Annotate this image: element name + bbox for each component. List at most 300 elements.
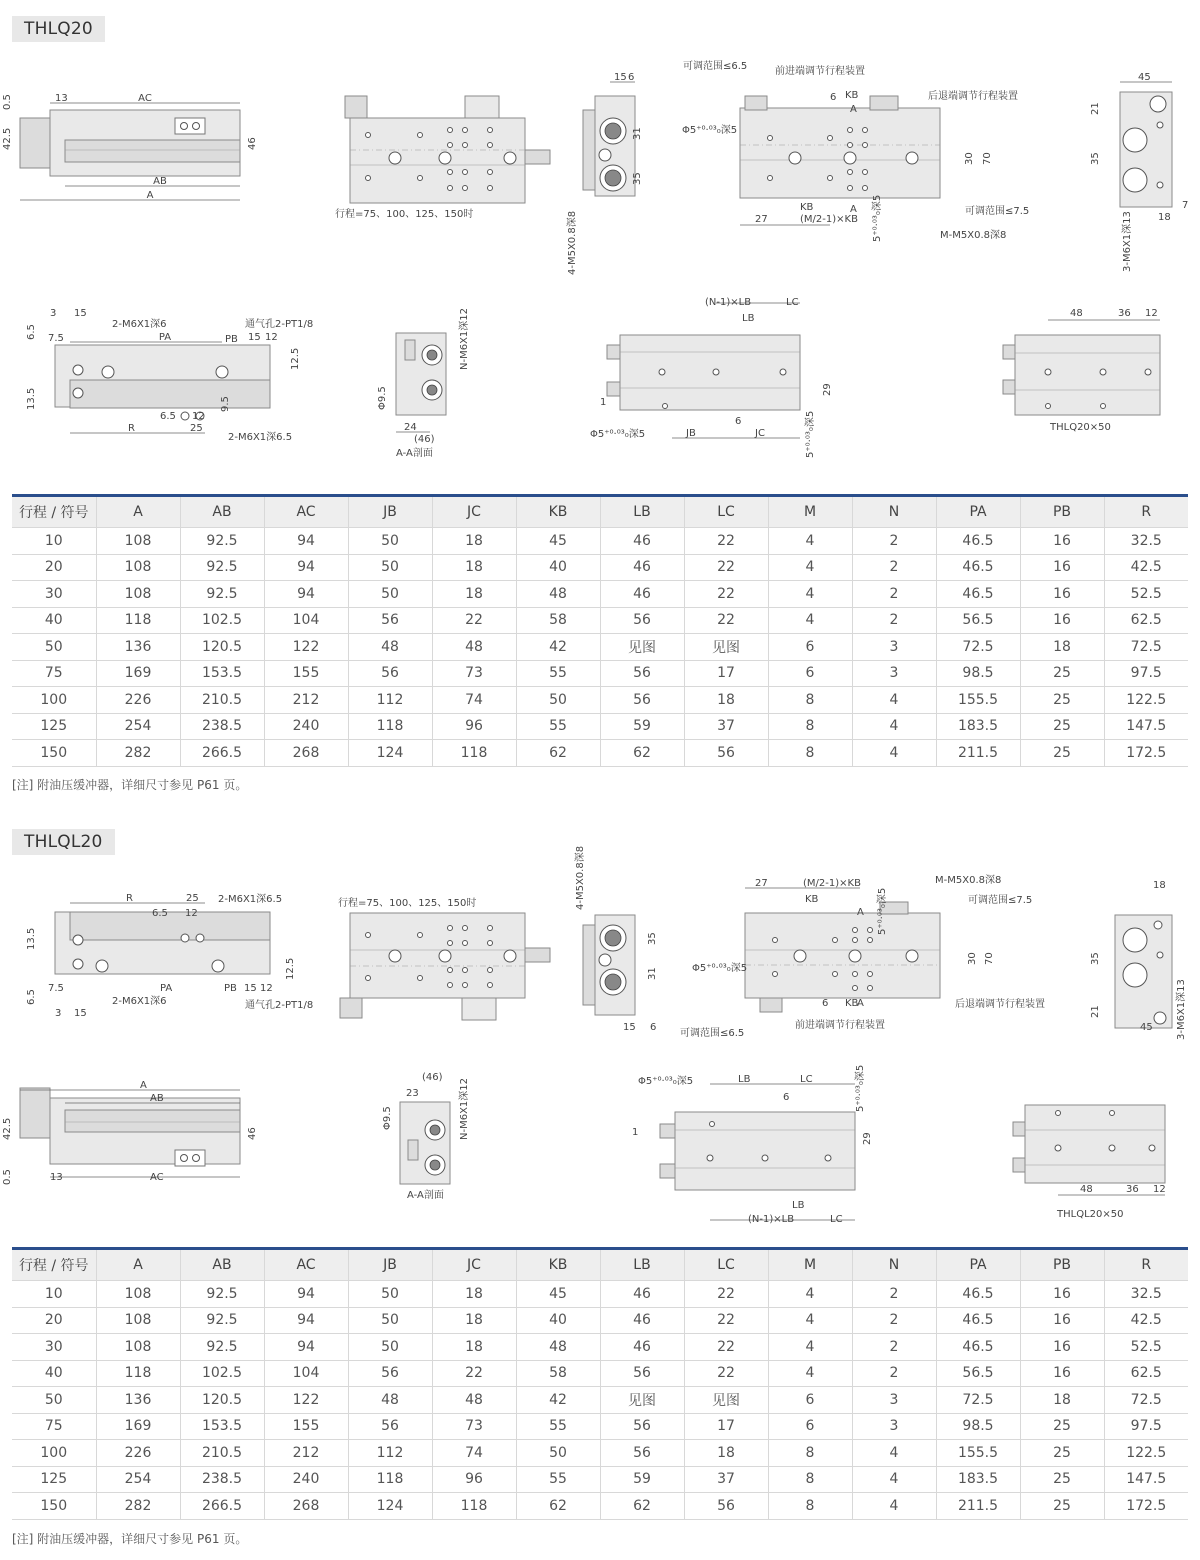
table-row [12,554,1188,581]
table-cell: 56 [348,1360,432,1387]
svg-text:12: 12 [265,332,278,343]
table-row [12,1334,1188,1361]
table-cell: 48 [432,1387,516,1414]
table-cell: 18 [432,1281,516,1308]
table-cell: 118 [432,740,516,767]
header-cell: N [852,496,936,528]
svg-text:6: 6 [650,1022,657,1033]
table-cell: 32.5 [1104,1281,1188,1308]
svg-text:PA: PA [158,332,172,343]
table-cell: 8 [768,740,852,767]
table-cell: 2 [852,1334,936,1361]
svg-text:15: 15 [74,308,87,319]
svg-text:7: 7 [1182,200,1189,211]
n-m6-label: N-M6X1深12 [459,1077,470,1140]
table-cell: 37 [684,1466,768,1493]
svg-text:AB: AB [150,1093,164,1104]
svg-text:LC: LC [830,1214,843,1225]
svg-text:A: A [140,1080,147,1091]
table-cell: 45 [516,1281,600,1308]
table-cell: 46 [600,1281,684,1308]
table-cell: 100 [12,687,96,714]
svg-text:6: 6 [783,1092,790,1103]
table-cell: 40 [12,607,96,634]
header-cell: M [768,496,852,528]
table-cell: 50 [12,634,96,661]
svg-text:13: 13 [50,1172,63,1183]
section-title: THLQL20 [12,829,115,855]
table-cell: 56 [684,740,768,767]
header-cell: PB [1020,1249,1104,1281]
stroke-note: 行程=75、100、125、150时 [338,898,477,909]
svg-text:A: A [850,104,857,115]
table-cell: 17 [684,660,768,687]
svg-text:A: A [146,190,154,201]
table-cell: 120.5 [180,634,264,661]
table-cell: 50 [348,1334,432,1361]
section-view-drawing [382,1072,450,1184]
table-cell: 2 [852,554,936,581]
range-fwd-label: 可调范围≤6.5 [683,61,748,72]
table-cell: 46 [600,528,684,555]
svg-text:0.5: 0.5 [2,94,13,110]
table-cell: 104 [264,1360,348,1387]
section-view-drawing [377,333,446,445]
table-cell: 118 [96,1360,180,1387]
table-cell: 183.5 [936,1466,1020,1493]
table-cell: 50 [12,1387,96,1414]
svg-text:36: 36 [1126,1184,1139,1195]
header-cell: JB [348,496,432,528]
svg-text:A: A [857,907,864,918]
svg-text:LB: LB [738,1074,751,1085]
right-end-drawing [1090,72,1188,223]
table-cell: 122 [264,1387,348,1414]
table-cell: 16 [1020,528,1104,555]
table-cell: 25 [1020,713,1104,740]
table-cell: 92.5 [180,581,264,608]
table-cell: 108 [96,1307,180,1334]
table-cell: 210.5 [180,687,264,714]
svg-text:21: 21 [1090,102,1101,115]
svg-text:KB: KB [845,998,859,1009]
svg-text:A: A [850,204,857,215]
svg-text:JB: JB [686,428,696,439]
table-cell: 268 [264,740,348,767]
table-cell: 4 [768,581,852,608]
table-cell: 8 [768,1440,852,1467]
svg-text:12: 12 [260,983,273,994]
table-cell: 75 [12,1413,96,1440]
svg-text:6.5: 6.5 [160,411,176,422]
table-cell: 4 [768,554,852,581]
table-cell: 55 [516,1413,600,1440]
table-cell: 136 [96,634,180,661]
table-cell: 3 [852,660,936,687]
table-cell: 40 [12,1360,96,1387]
table-cell: 112 [348,687,432,714]
header-cell: 行程 / 符号 [12,496,96,528]
table-row [12,1307,1188,1334]
header-cell: N [852,1249,936,1281]
svg-text:KB: KB [805,894,819,905]
table-cell: 6 [768,634,852,661]
table-cell: 136 [96,1387,180,1414]
table-cell: 30 [12,1334,96,1361]
aa-label: A-A剖面 [396,448,433,459]
svg-text:7.5: 7.5 [48,333,64,344]
header-row [12,496,1188,528]
svg-text:12: 12 [1145,308,1158,319]
table-cell: 46.5 [936,581,1020,608]
table-cell: 50 [348,554,432,581]
table-cell: 62 [516,1493,600,1520]
table-cell: 56 [600,1413,684,1440]
svg-text:27: 27 [755,878,768,889]
table-cell: 4 [852,1466,936,1493]
hole-3m6-label: 3-M6X1深13 [1176,979,1187,1040]
table-row [12,1413,1188,1440]
table-row [12,687,1188,714]
range-back-label: 可调范围≤7.5 [968,895,1033,906]
svg-text:31: 31 [647,967,658,980]
end-view-drawing [583,72,643,196]
svg-text:27: 27 [755,214,768,225]
table-cell: 56.5 [936,607,1020,634]
table-cell: 94 [264,1307,348,1334]
svg-text:15: 15 [614,72,627,83]
svg-text:AC: AC [138,93,152,104]
svg-text:48: 48 [1080,1184,1093,1195]
svg-text:25: 25 [190,423,203,434]
table-cell: 16 [1020,581,1104,608]
svg-text:13.5: 13.5 [26,387,37,410]
table-cell: 2 [852,607,936,634]
table-cell: 56 [348,607,432,634]
svg-text:(M/2-1)×KB: (M/2-1)×KB [803,878,861,889]
table-row [12,607,1188,634]
table-cell: 4 [852,740,936,767]
svg-text:LB: LB [792,1200,805,1211]
svg-text:45: 45 [1138,72,1151,83]
table-cell: 94 [264,1281,348,1308]
model-label: THLQL20×50 [1057,1209,1124,1220]
table-cell: 94 [264,554,348,581]
header-cell: JC [432,496,516,528]
table-cell: 4 [852,713,936,740]
svg-text:LC: LC [800,1074,813,1085]
table-cell: 74 [432,1440,516,1467]
svg-text:KB: KB [800,202,814,213]
table-cell: 92.5 [180,554,264,581]
header-cell: AC [264,496,348,528]
table-row [12,713,1188,740]
table-cell: 16 [1020,607,1104,634]
svg-text:46: 46 [247,1127,258,1140]
table-cell: 150 [12,740,96,767]
table-cell: 97.5 [1104,660,1188,687]
svg-text:6.5: 6.5 [26,324,37,340]
table-cell: 169 [96,1413,180,1440]
table-cell: 22 [432,607,516,634]
table-row [12,740,1188,767]
table-cell: 42 [516,1387,600,1414]
svg-text:Φ5⁺⁰·⁰³₀深5: Φ5⁺⁰·⁰³₀深5 [682,125,738,136]
table-cell: 18 [684,1440,768,1467]
header-cell: 行程 / 符号 [12,1249,96,1281]
table-cell: 56 [600,660,684,687]
table-cell: 56 [600,1360,684,1387]
table-cell: 42.5 [1104,554,1188,581]
header-cell: A [96,1249,180,1281]
m6-65-label: 2-M6X1深6.5 [218,894,283,905]
table-cell: 172.5 [1104,1493,1188,1520]
svg-text:6.5: 6.5 [152,908,168,919]
table-cell: 48 [516,1334,600,1361]
back-device-label: 后退端调节行程装置 [928,91,1018,102]
front-view-drawing [632,1065,873,1225]
table-cell: 56.5 [936,1360,1020,1387]
table-cell: 3 [852,1413,936,1440]
svg-text:6: 6 [735,416,742,427]
table-cell: 55 [516,713,600,740]
table-cell: 25 [1020,1440,1104,1467]
svg-text:13: 13 [55,93,68,104]
table-cell: 108 [96,528,180,555]
header-cell: PA [936,496,1020,528]
hole-4m5-label: 4-M5X0.8深8 [575,845,586,910]
svg-text:3: 3 [55,1008,62,1019]
table-cell: 48 [348,634,432,661]
vent-label: 通气孔2-PT1/8 [245,1000,314,1011]
table-cell: 59 [600,1466,684,1493]
end-view-drawing [583,915,658,1033]
table-cell: 102.5 [180,607,264,634]
table-cell: 211.5 [936,1493,1020,1520]
table-cell: 240 [264,713,348,740]
model-view-drawing [1013,1105,1166,1220]
svg-text:5⁺⁰·⁰³₀深5: 5⁺⁰·⁰³₀深5 [877,887,888,935]
svg-text:AC: AC [150,1172,164,1183]
table-cell: 147.5 [1104,1466,1188,1493]
table-cell: 22 [684,528,768,555]
table-cell: 25 [1020,687,1104,714]
svg-text:6: 6 [822,998,829,1009]
table-cell: 92.5 [180,1334,264,1361]
svg-text:31: 31 [632,127,643,140]
table-cell: 见图 [600,1387,684,1414]
table-cell: 240 [264,1466,348,1493]
table-cell: 4 [768,607,852,634]
table-cell: 4 [852,687,936,714]
table-cell: 62.5 [1104,607,1188,634]
table-cell: 16 [1020,1360,1104,1387]
header-cell: LC [684,1249,768,1281]
model-view-drawing [1003,308,1160,433]
svg-text:29: 29 [862,1132,873,1145]
svg-text:45: 45 [1140,1022,1153,1033]
svg-text:12.5: 12.5 [290,347,301,370]
table-cell: 58 [516,607,600,634]
table-cell: 266.5 [180,740,264,767]
hole-4m5-label: 4-M5X0.8深8 [567,210,578,275]
header-cell: R [1104,496,1188,528]
model-label: THLQ20×50 [1050,422,1111,433]
svg-text:18: 18 [1158,212,1171,223]
table-cell: 56 [600,1440,684,1467]
footnote: [注] 附油压缓冲器，详细尺寸参见 P61 页。 [12,1532,248,1546]
range-fwd-label: 可调范围≤6.5 [680,1028,745,1039]
table-cell: 25 [1020,660,1104,687]
table-cell: 118 [96,607,180,634]
header-cell: JB [348,1249,432,1281]
svg-text:(N-1)×LB: (N-1)×LB [705,297,752,308]
table-cell: 8 [768,1466,852,1493]
table-cell: 6 [768,660,852,687]
footnote: [注] 附油压缓冲器，详细尺寸参见 P61 页。 [12,778,248,792]
header-cell: LB [600,1249,684,1281]
table-cell: 122 [264,634,348,661]
svg-text:PA: PA [160,983,173,994]
header-cell: AC [264,1249,348,1281]
table-cell: 18 [1020,634,1104,661]
table-cell: 46 [600,1307,684,1334]
table-cell: 125 [12,713,96,740]
table-cell: 102.5 [180,1360,264,1387]
phi95-label: Φ9.5 [377,386,388,410]
table-cell: 4 [768,528,852,555]
table-cell: 40 [516,554,600,581]
table-cell: 2 [852,1360,936,1387]
svg-text:15: 15 [248,332,261,343]
table-cell: 8 [768,687,852,714]
table-cell: 98.5 [936,1413,1020,1440]
table-cell: 62 [516,740,600,767]
header-cell: LB [600,496,684,528]
svg-text:35: 35 [1090,152,1101,165]
table-cell: 46.5 [936,554,1020,581]
m-thread-label: M-M5X0.8深8 [940,230,1007,241]
table-cell: 108 [96,581,180,608]
table-cell: 72.5 [1104,1387,1188,1414]
table-cell: 48 [348,1387,432,1414]
svg-text:48: 48 [1070,308,1083,319]
svg-text:30: 30 [967,952,978,965]
table-cell: 108 [96,554,180,581]
table-cell: 46.5 [936,1334,1020,1361]
svg-text:12: 12 [1153,1184,1166,1195]
table-cell: 22 [684,1334,768,1361]
svg-text:25: 25 [186,893,199,904]
table-cell: 238.5 [180,1466,264,1493]
table-cell: 17 [684,1413,768,1440]
technical-drawing [0,0,1200,480]
table-cell: 108 [96,1281,180,1308]
table-cell: 48 [432,634,516,661]
header-cell: PA [936,1249,1020,1281]
table-cell: 118 [432,1493,516,1520]
table-cell: 150 [12,1493,96,1520]
table-cell: 45 [516,528,600,555]
table-cell: 254 [96,1466,180,1493]
table-cell: 75 [12,660,96,687]
table-cell: 59 [600,713,684,740]
table-cell: 18 [684,687,768,714]
range-back-label: 可调范围≤7.5 [965,206,1030,217]
table-cell: 212 [264,687,348,714]
table-cell: 124 [348,1493,432,1520]
table-cell: 94 [264,528,348,555]
table-cell: 73 [432,660,516,687]
table-cell: 74 [432,687,516,714]
svg-text:0.5: 0.5 [2,1169,13,1185]
svg-text:30: 30 [964,152,975,165]
table-cell: 153.5 [180,1413,264,1440]
section-title: THLQ20 [12,16,105,42]
table-cell: 4 [768,1281,852,1308]
table-cell: 50 [516,1440,600,1467]
svg-text:1: 1 [600,397,607,408]
table-cell: 20 [12,554,96,581]
svg-text:KB: KB [845,90,859,101]
table-cell: 22 [684,607,768,634]
table-cell: 6 [768,1413,852,1440]
table-cell: 46.5 [936,1281,1020,1308]
header-cell: AB [180,496,264,528]
m6-6-label: 2-M6X1深6 [112,996,167,1007]
table-cell: 266.5 [180,1493,264,1520]
svg-text:(46): (46) [414,434,435,445]
table-cell: 268 [264,1493,348,1520]
side-view-drawing [2,1080,258,1185]
table-cell: 155 [264,1413,348,1440]
table-cell: 4 [768,1360,852,1387]
table-cell: 16 [1020,1334,1104,1361]
table-cell: 16 [1020,554,1104,581]
table-row [12,1387,1188,1414]
top-view-drawing [340,913,550,1020]
table-cell: 55 [516,1466,600,1493]
table-cell: 282 [96,740,180,767]
table-cell: 100 [12,1440,96,1467]
table-cell: 210.5 [180,1440,264,1467]
svg-text:12: 12 [192,411,205,422]
table-cell: 211.5 [936,740,1020,767]
table-cell: 56 [600,687,684,714]
svg-text:12: 12 [185,908,198,919]
svg-text:3: 3 [50,308,57,319]
table-cell: 10 [12,1281,96,1308]
table-cell: 20 [12,1307,96,1334]
top-view-drawing [345,96,550,203]
svg-text:6: 6 [830,92,837,103]
table-row [12,1466,1188,1493]
svg-text:42.5: 42.5 [2,1117,13,1140]
svg-text:AB: AB [153,176,167,187]
table-cell: 55 [516,660,600,687]
svg-text:5⁺⁰·⁰³₀深5: 5⁺⁰·⁰³₀深5 [805,410,816,458]
table-cell: 108 [96,1334,180,1361]
table-cell: 56 [600,607,684,634]
table-row [12,1360,1188,1387]
svg-text:5⁺⁰·⁰³₀深5: 5⁺⁰·⁰³₀深5 [855,1064,866,1112]
table-cell: 92.5 [180,1281,264,1308]
top-detail-drawing [692,878,995,1012]
svg-text:21: 21 [1090,1005,1101,1018]
svg-text:PB: PB [224,983,237,994]
svg-text:15: 15 [244,983,257,994]
table-cell: 56 [684,1493,768,1520]
